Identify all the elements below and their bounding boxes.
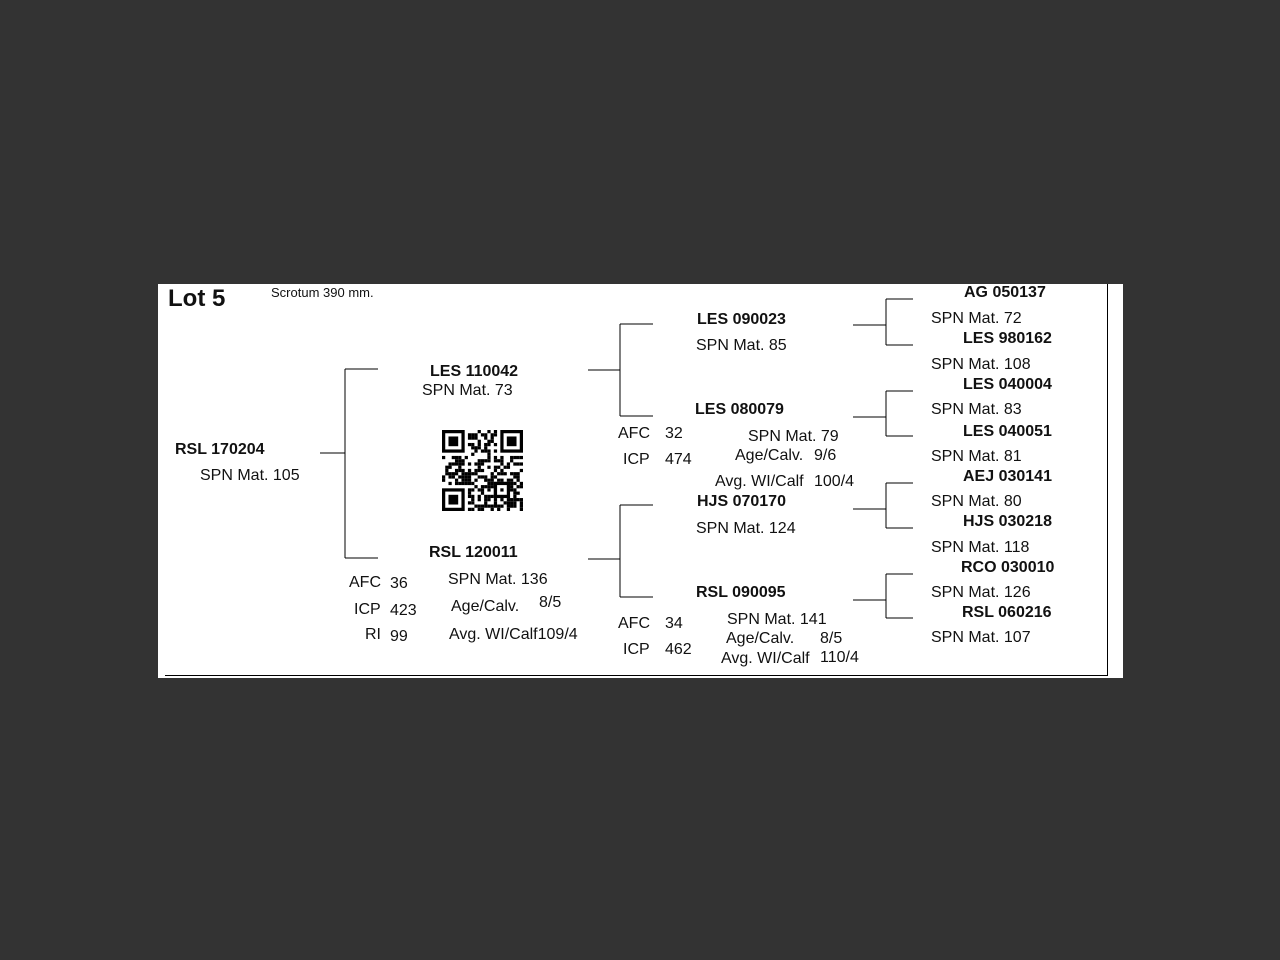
- sd-agecalv-value: 9/6: [814, 447, 837, 464]
- dam-id: RSL 120011: [429, 544, 518, 561]
- gen4-spn: SPN Mat. 126: [931, 584, 1031, 601]
- gen4-spn: SPN Mat. 107: [931, 629, 1031, 646]
- dd-icp-label: ICP: [623, 641, 650, 658]
- sd-id: LES 080079: [695, 401, 784, 418]
- dam-afc-label: AFC: [349, 574, 381, 591]
- gen4-spn: SPN Mat. 72: [931, 310, 1022, 327]
- dam-spn: SPN Mat. 136: [448, 571, 548, 588]
- sire-id: LES 110042: [430, 363, 519, 380]
- dam-afc-value: 36: [390, 575, 408, 592]
- gen4-spn: SPN Mat. 81: [931, 448, 1022, 465]
- dd-icp-value: 462: [665, 641, 692, 658]
- sd-afc-value: 32: [665, 425, 683, 442]
- dd-avgwi-value: 110/4: [820, 649, 859, 666]
- gen4-spn: SPN Mat. 80: [931, 493, 1022, 510]
- gen4-id: LES 040004: [963, 376, 1052, 393]
- sd-icp-value: 474: [665, 451, 692, 468]
- animal-id: RSL 170204: [175, 441, 265, 458]
- ss-id: LES 090023: [697, 311, 786, 328]
- gen4-id: RCO 030010: [961, 559, 1055, 576]
- sd-agecalv-label: Age/Calv.: [735, 447, 804, 464]
- dam-icp-value: 423: [390, 602, 417, 619]
- sd-icp-label: ICP: [623, 451, 650, 468]
- gen4-id: AEJ 030141: [963, 468, 1052, 485]
- qr-code: [442, 430, 523, 511]
- dam-ri-value: 99: [390, 628, 408, 645]
- gen4-spn: SPN Mat. 83: [931, 401, 1022, 418]
- sd-spn: SPN Mat. 79: [748, 428, 839, 445]
- dam-ri-label: RI: [365, 626, 381, 643]
- dd-id: RSL 090095: [696, 584, 786, 601]
- dam-agecalv-label: Age/Calv.: [451, 598, 520, 615]
- dd-agecalv-label: Age/Calv.: [726, 630, 795, 647]
- gen4-spn: SPN Mat. 108: [931, 356, 1031, 373]
- gen4-id: RSL 060216: [962, 604, 1052, 621]
- sd-avgwi-label: Avg. WI/Calf: [715, 473, 804, 490]
- sd-avgwi-value: 100/4: [814, 473, 855, 490]
- scrotum-note: Scrotum 390 mm.: [271, 285, 374, 300]
- gen4-id: AG 050137: [964, 284, 1046, 301]
- dd-afc-label: AFC: [618, 615, 650, 632]
- ss-spn: SPN Mat. 85: [696, 337, 787, 354]
- gen4-id: LES 040051: [963, 423, 1052, 440]
- animal-spn: SPN Mat. 105: [200, 467, 300, 484]
- ds-id: HJS 070170: [697, 493, 786, 510]
- gen4-id: HJS 030218: [963, 513, 1052, 530]
- dd-agecalv-value: 8/5: [820, 630, 843, 647]
- lot-title: Lot 5: [168, 285, 226, 312]
- dd-avgwi-label: Avg. WI/Calf: [721, 650, 810, 667]
- sd-afc-label: AFC: [618, 425, 650, 442]
- dd-spn: SPN Mat. 141: [727, 611, 827, 628]
- dd-afc-value: 34: [665, 615, 683, 632]
- ds-spn: SPN Mat. 124: [696, 520, 796, 537]
- dam-icp-label: ICP: [354, 601, 381, 618]
- sire-spn: SPN Mat. 73: [422, 382, 513, 399]
- dam-avgwi: Avg. WI/Calf109/4: [449, 626, 578, 643]
- dam-agecalv-value: 8/5: [539, 594, 562, 611]
- gen4-id: LES 980162: [963, 330, 1052, 347]
- pedigree-sheet: [158, 284, 1123, 678]
- gen4-spn: SPN Mat. 118: [931, 539, 1030, 556]
